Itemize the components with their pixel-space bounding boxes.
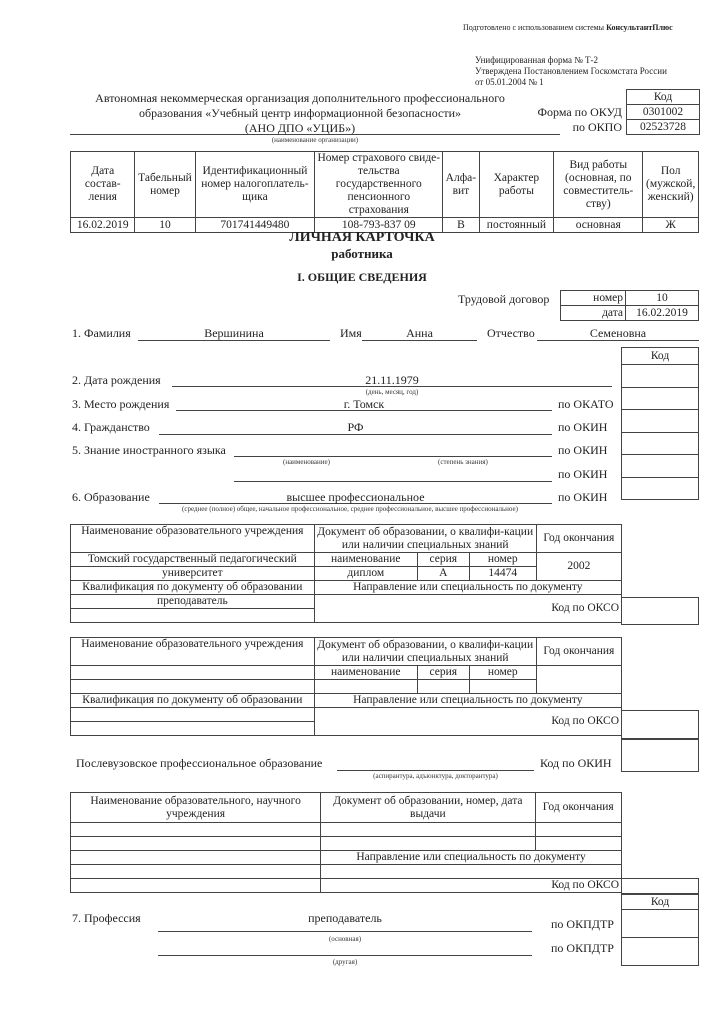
edu1-doc-series-header: серия (417, 553, 469, 567)
header-work-kind: Вид работы (основная, по совместитель-ству) (554, 152, 643, 218)
header-snils: Номер страхового свиде-тельства государственного пенсионного страхования (315, 152, 443, 218)
okud-label: Форма по ОКУД (537, 105, 622, 119)
postgrad-okso-code-box (621, 878, 699, 894)
edu1-doc-number: 14474 (469, 567, 536, 581)
place-label: 3. Место рождения (72, 397, 170, 411)
postgrad-row5-inst (71, 879, 321, 893)
place-code-label: по ОКАТО (558, 397, 614, 411)
employee-info-table (70, 151, 699, 233)
edu2-qualification (71, 708, 315, 722)
edu1-doc-series: А (417, 567, 469, 581)
education-code-label: по ОКИН (558, 490, 608, 504)
approved-date: от 05.01.2004 № 1 (475, 77, 544, 87)
edu1-doc-name: диплом (314, 567, 417, 581)
profession-code-other (622, 938, 699, 966)
code-header: Код (622, 895, 699, 910)
postgrad-label: Послевузовское профессиональное образование (76, 756, 323, 770)
value-alphabet: В (443, 218, 479, 233)
edu1-header-year: Год окончания (536, 525, 621, 553)
edu1-qualification-extra (71, 609, 315, 623)
edu2-qualification-header: Квалификация по документу об образовании (71, 694, 315, 708)
language-underline (234, 456, 552, 457)
profession-code-main (622, 910, 699, 938)
edu1-institution-line1: Томский государственный педагогический (71, 553, 315, 567)
fields-code-table (621, 347, 699, 500)
postgrad-code-label: Код по ОКИН (540, 756, 612, 770)
postgrad-table (70, 792, 622, 893)
edu1-qualification-header: Квалификация по документу об образовании (71, 581, 315, 595)
education-table-2 (70, 637, 622, 736)
place-value: г. Томск (343, 397, 385, 411)
edu2-specialty-header: Направление или специальность по документу (314, 694, 621, 708)
education-label: 6. Образование (72, 490, 150, 504)
org-line2: образования «Учебный центр информационной безопасности» (139, 106, 461, 120)
edu1-specialty-header: Направление или специальность по документу (314, 581, 621, 595)
name-label: Имя (340, 326, 362, 340)
okpo-value: 02523728 (627, 120, 700, 135)
edu2-institution-line1 (71, 666, 315, 680)
value-work-kind: основная (554, 218, 643, 233)
birth-value: 21.11.1979 (365, 373, 419, 387)
value-snils: 108-793-837 09 (315, 218, 443, 233)
contract-table (560, 290, 699, 321)
postgrad-code-box (621, 739, 699, 772)
language-label: 5. Знание иностранного языка (72, 443, 226, 457)
value-gender: Ж (643, 218, 699, 233)
header-inn: Идентификационный номер налогоплатель-щика (195, 152, 315, 218)
postgrad-row2-inst (71, 837, 321, 851)
edu2-okso-label: Код по ОКСО (314, 708, 621, 736)
edu2-doc-number (469, 680, 536, 694)
profession-label: 7. Профессия (72, 911, 141, 925)
education-table-1 (70, 524, 622, 623)
edu2-qualification-extra (71, 722, 315, 736)
code-cell-education (622, 478, 699, 500)
patronymic-label: Отчество (487, 326, 535, 340)
approved-by: Утверждена Постановлением Госкомстата России (475, 66, 667, 76)
edu2-header-document: Документ об образовании, о квалифи-кации или наличии специальных знаний (314, 638, 536, 666)
contract-number-label: номер (561, 291, 626, 306)
header-tab-number: Табельный номер (135, 152, 195, 218)
value-tab-number: 10 (135, 218, 195, 233)
header-work-type: Характер работы (479, 152, 554, 218)
postgrad-row2-doc (321, 837, 535, 851)
card-subtitle: работника (331, 246, 393, 261)
code-cell-okato (622, 388, 699, 410)
language-code-label: по ОКИН (558, 443, 608, 457)
edu2-okso-code-box (621, 710, 699, 739)
code-header: Код (622, 348, 699, 365)
code-cell-birth (622, 365, 699, 388)
postgrad-specialty-header: Направление или специальность по документу (321, 851, 622, 865)
edu2-doc-name (314, 680, 417, 694)
edu1-qualification: преподаватель (71, 595, 315, 609)
code-cell-language1 (622, 433, 699, 455)
citizenship-value: РФ (347, 420, 364, 434)
citizenship-code-label: по ОКИН (558, 420, 608, 434)
language-caption-name: (наименование) (283, 458, 330, 466)
org-line1: Автономная некоммерческая организация дополнительного профессионального (95, 91, 505, 105)
header-alphabet: Алфа-вит (443, 152, 479, 218)
language-underline-2 (234, 481, 552, 482)
profession-code-label-2: по ОКПДТР (551, 941, 614, 955)
profession-underline-2 (158, 955, 532, 956)
edu1-header-document: Документ об образовании, о квалифи-кации или наличии специальных знаний (314, 525, 536, 553)
profession-code-label-1: по ОКПДТР (551, 917, 614, 931)
code-header: Код (627, 90, 700, 105)
edu2-institution-line2 (71, 680, 315, 694)
birth-caption: (день, месяц, год) (365, 388, 419, 396)
edu2-doc-number-header: номер (469, 666, 536, 680)
language-caption-level: (степень знания) (438, 458, 488, 466)
education-caption: (среднее (полное) общее, начальное профессиональное, среднее профессиональное, высшее профессиональное) (182, 505, 518, 513)
postgrad-row4-inst (71, 865, 321, 879)
patronymic-value: Семеновна (589, 326, 647, 340)
postgrad-header-institution: Наименование образовательного, научного учреждения (71, 793, 321, 823)
header-date: Дата состав-ления (71, 152, 135, 218)
edu2-doc-series (417, 680, 469, 694)
postgrad-specialty (321, 865, 622, 879)
okpo-label: по ОКПО (572, 120, 622, 134)
edu1-year: 2002 (536, 553, 621, 581)
profession-code-table (621, 894, 699, 966)
edu1-doc-name-header: наименование (314, 553, 417, 567)
citizenship-label: 4. Гражданство (72, 420, 150, 434)
header-gender: Пол (мужской, женский) (643, 152, 699, 218)
form-approval (475, 55, 667, 88)
contract-number-value: 10 (626, 291, 699, 306)
value-work-type: постоянный (479, 218, 554, 233)
section-title: I. ОБЩИЕ СВЕДЕНИЯ (297, 270, 427, 284)
edu1-institution-line2: университет (71, 567, 315, 581)
code-cell-citizenship (622, 410, 699, 433)
edu2-doc-series-header: серия (417, 666, 469, 680)
org-line3: (АНО ДПО «УЦИБ») (244, 121, 356, 135)
edu1-okso-label: Код по ОКСО (314, 595, 621, 623)
postgrad-row2-year (535, 837, 621, 851)
edu1-doc-number-header: номер (469, 553, 536, 567)
org-caption: (наименование организации) (271, 136, 359, 144)
org-name (70, 91, 530, 136)
okud-value: 0301002 (627, 105, 700, 120)
postgrad-row3-inst (71, 851, 321, 865)
postgrad-row1-doc (321, 823, 535, 837)
postgrad-header-document: Документ об образовании, номер, дата выдачи (321, 793, 535, 823)
form-name: Унифицированная форма № Т-2 (475, 55, 599, 65)
postgrad-row1-inst (71, 823, 321, 837)
language-code-label-2: по ОКИН (558, 467, 608, 481)
postgrad-underline (337, 770, 534, 771)
postgrad-row1-year (535, 823, 621, 837)
name-value: Анна (406, 326, 433, 340)
profession-value: преподаватель (308, 911, 382, 925)
org-code-table (626, 89, 700, 135)
education-value: высшее профессиональное (286, 490, 425, 504)
surname-value: Вершинина (204, 326, 264, 340)
postgrad-caption: (аспирантура, адъюнктура, докторантура) (373, 772, 498, 780)
edu2-doc-name-header: наименование (314, 666, 417, 680)
surname-label: 1. Фамилия (72, 326, 131, 340)
profession-underline (158, 931, 532, 932)
edu1-okso-code-box (621, 597, 699, 625)
contract-date-label: дата (561, 306, 626, 321)
edu2-year (536, 666, 621, 694)
birth-label: 2. Дата рождения (72, 373, 161, 387)
prepared-note: Подготовлено с использованием системы КонсультантПлюс (463, 23, 673, 32)
value-inn: 701741449480 (195, 218, 315, 233)
postgrad-okso-label: Код по ОКСО (321, 879, 622, 893)
contract-label: Трудовой договор (458, 292, 550, 306)
edu1-header-institution: Наименование образовательного учреждения (71, 525, 315, 553)
profession-caption-main: (основная) (328, 935, 362, 943)
postgrad-header-year: Год окончания (535, 793, 621, 823)
edu2-header-year: Год окончания (536, 638, 621, 666)
card-title: ЛИЧНАЯ КАРТОЧКА (289, 230, 435, 245)
contract-date-value: 16.02.2019 (626, 306, 699, 321)
profession-caption-other: (другая) (332, 958, 358, 966)
code-cell-language2 (622, 455, 699, 478)
edu2-header-institution: Наименование образовательного учреждения (71, 638, 315, 666)
value-date: 16.02.2019 (71, 218, 135, 233)
